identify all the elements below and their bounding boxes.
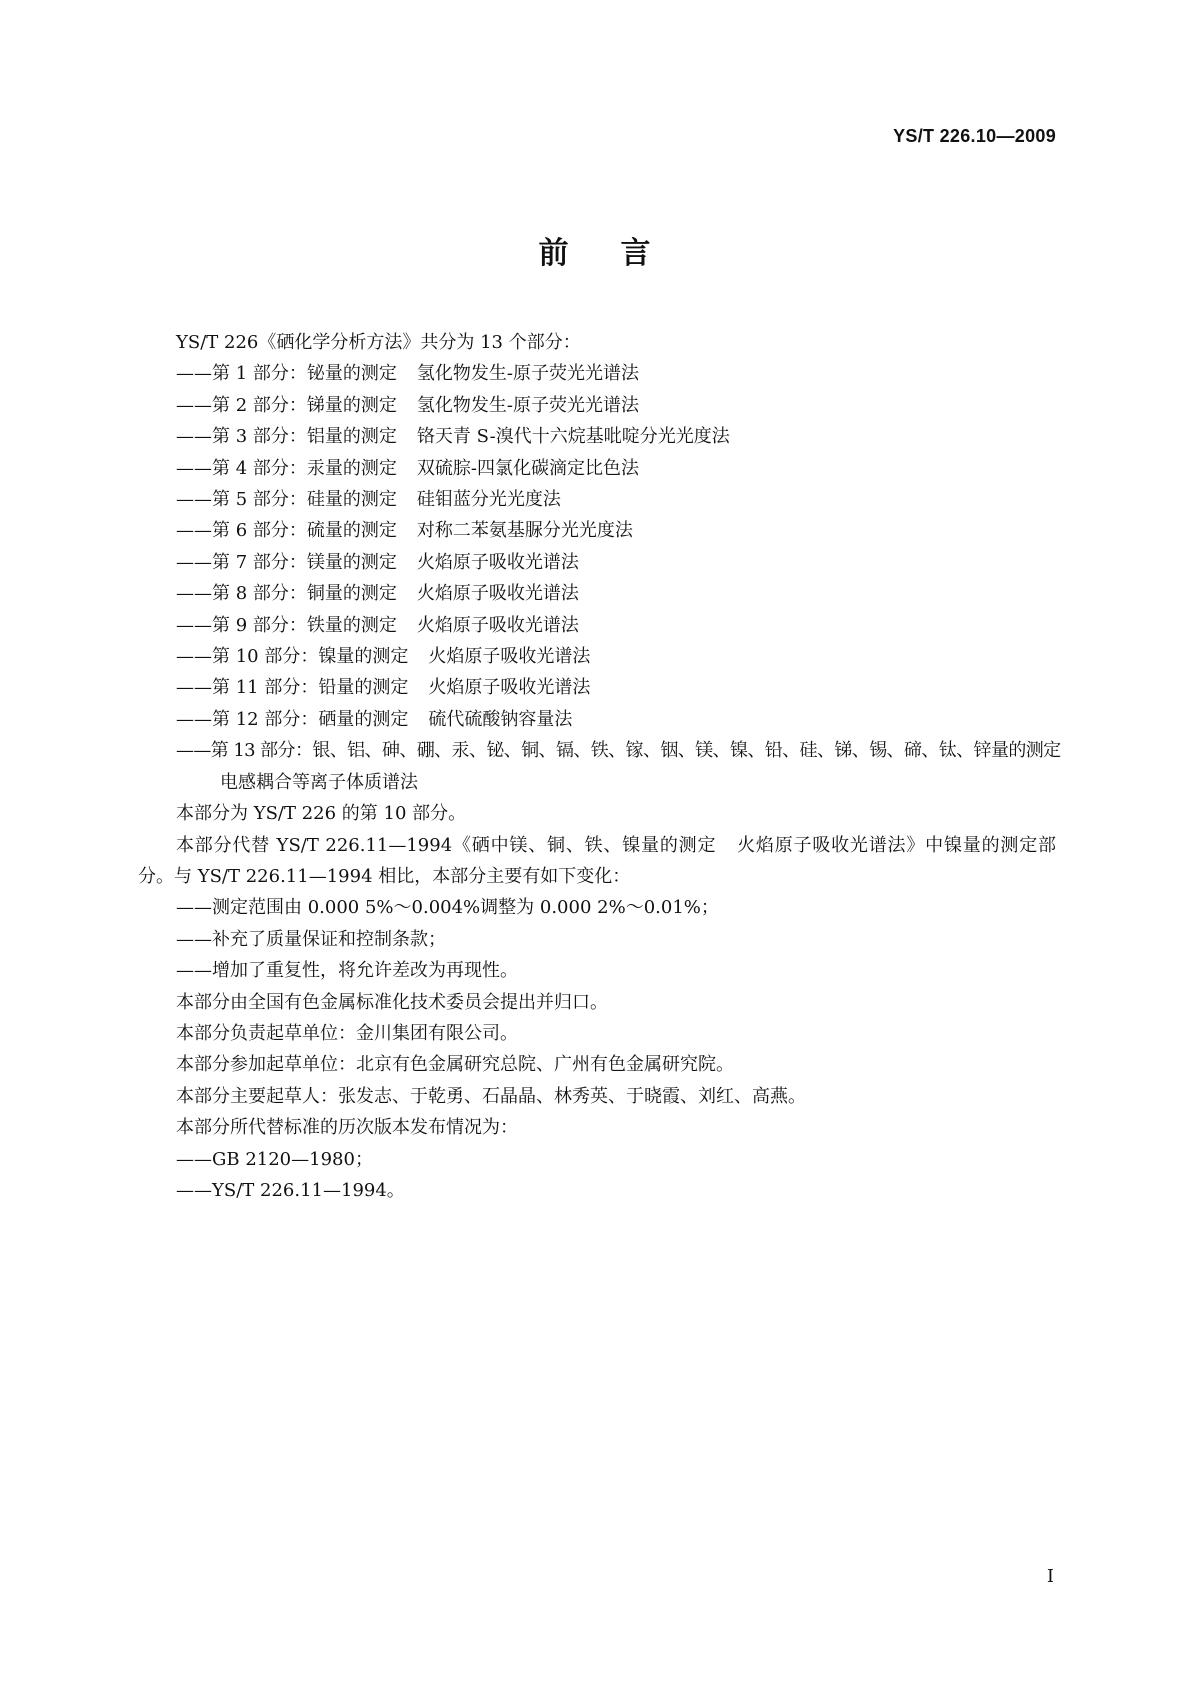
statement-paragraph: 本部分由全国有色金属标准化技术委员会提出并归口。 — [176, 991, 608, 1013]
page-title — [0, 228, 1191, 272]
intro-paragraph: YS/T 226《硒化学分析方法》共分为 13 个部分： — [176, 332, 581, 353]
change-item: ——测定范围由 0.000 5%～0.004%调整为 0.000 2%～0.01%； — [176, 897, 719, 919]
list-item: ——第 8 部分：铜量的测定 火焰原子吸收光谱法 — [176, 583, 579, 605]
list-item: ——第 11 部分：铅量的测定 火焰原子吸收光谱法 — [176, 677, 591, 699]
list-item: ——第 3 部分：铝量的测定 铬天青 S-溴代十六烷基吡啶分光光度法 — [176, 426, 730, 448]
history-item: ——YS/T 226.11—1994。 — [176, 1179, 405, 1201]
list-item: ——第 4 部分：汞量的测定 双硫腙-四氯化碳滴定比色法 — [176, 457, 639, 479]
foreword-body — [138, 327, 1061, 1206]
statement-paragraph: 本部分负责起草单位：金川集团有限公司。 — [176, 1022, 518, 1044]
list-item: ——第 6 部分：硫量的测定 对称二苯氨基脲分光光度法 — [176, 520, 633, 542]
this-part-paragraph: 本部分为 YS/T 226 的第 10 部分。 — [176, 803, 467, 825]
statement-paragraph: 本部分所代替标准的历次版本发布情况为： — [176, 1117, 518, 1139]
page-number: I — [1046, 1566, 1054, 1587]
statement-paragraph: 本部分主要起草人：张发志、于乾勇、石晶晶、林秀英、于晓霞、刘红、高燕。 — [176, 1085, 806, 1107]
list-item: ——第 5 部分：硅量的测定 硅钼蓝分光光度法 — [176, 489, 561, 511]
title-char-2: 言 — [620, 236, 653, 271]
list-item: ——第 9 部分：铁量的测定 火焰原子吸收光谱法 — [176, 614, 579, 636]
list-item-part13: ——第 13 部分：银、铝、砷、硼、汞、铋、铜、镉、铁、镓、铟、镁、镍、铅、硅、锑、锡、碲、钛、锌量的测定 — [176, 740, 1061, 762]
list-item: ——第 12 部分：硒量的测定 硫代硫酸钠容量法 — [176, 708, 573, 730]
statement-paragraph: 本部分参加起草单位：北京有色金属研究总院、广州有色金属研究院。 — [176, 1054, 734, 1076]
list-item: ——第 7 部分：镁量的测定 火焰原子吸收光谱法 — [176, 551, 579, 573]
replaces-paragraph: 本部分代替 YS/T 226.11—1994《硒中镁、铜、铁、镍量的测定 火焰原子吸收光谱法》中镍量的测定部分。与 YS/T 226.11—1994 相比，本部分主要有如下变化： — [138, 834, 1056, 887]
change-item: ——增加了重复性，将允许差改为再现性。 — [176, 960, 518, 982]
standard-number: YS/T 226.10—2009 — [893, 126, 1056, 146]
list-item-part13-continuation: 电感耦合等离子体质谱法 — [220, 771, 418, 793]
list-item: ——第 10 部分：镍量的测定 火焰原子吸收光谱法 — [176, 646, 591, 668]
list-item: ——第 2 部分：锑量的测定 氢化物发生-原子荧光光谱法 — [176, 394, 639, 416]
title-char-1: 前 — [538, 236, 571, 271]
list-item: ——第 1 部分：铋量的测定 氢化物发生-原子荧光光谱法 — [176, 363, 639, 385]
change-item: ——补充了质量保证和控制条款； — [176, 928, 446, 950]
history-item: ——GB 2120—1980； — [176, 1148, 373, 1170]
